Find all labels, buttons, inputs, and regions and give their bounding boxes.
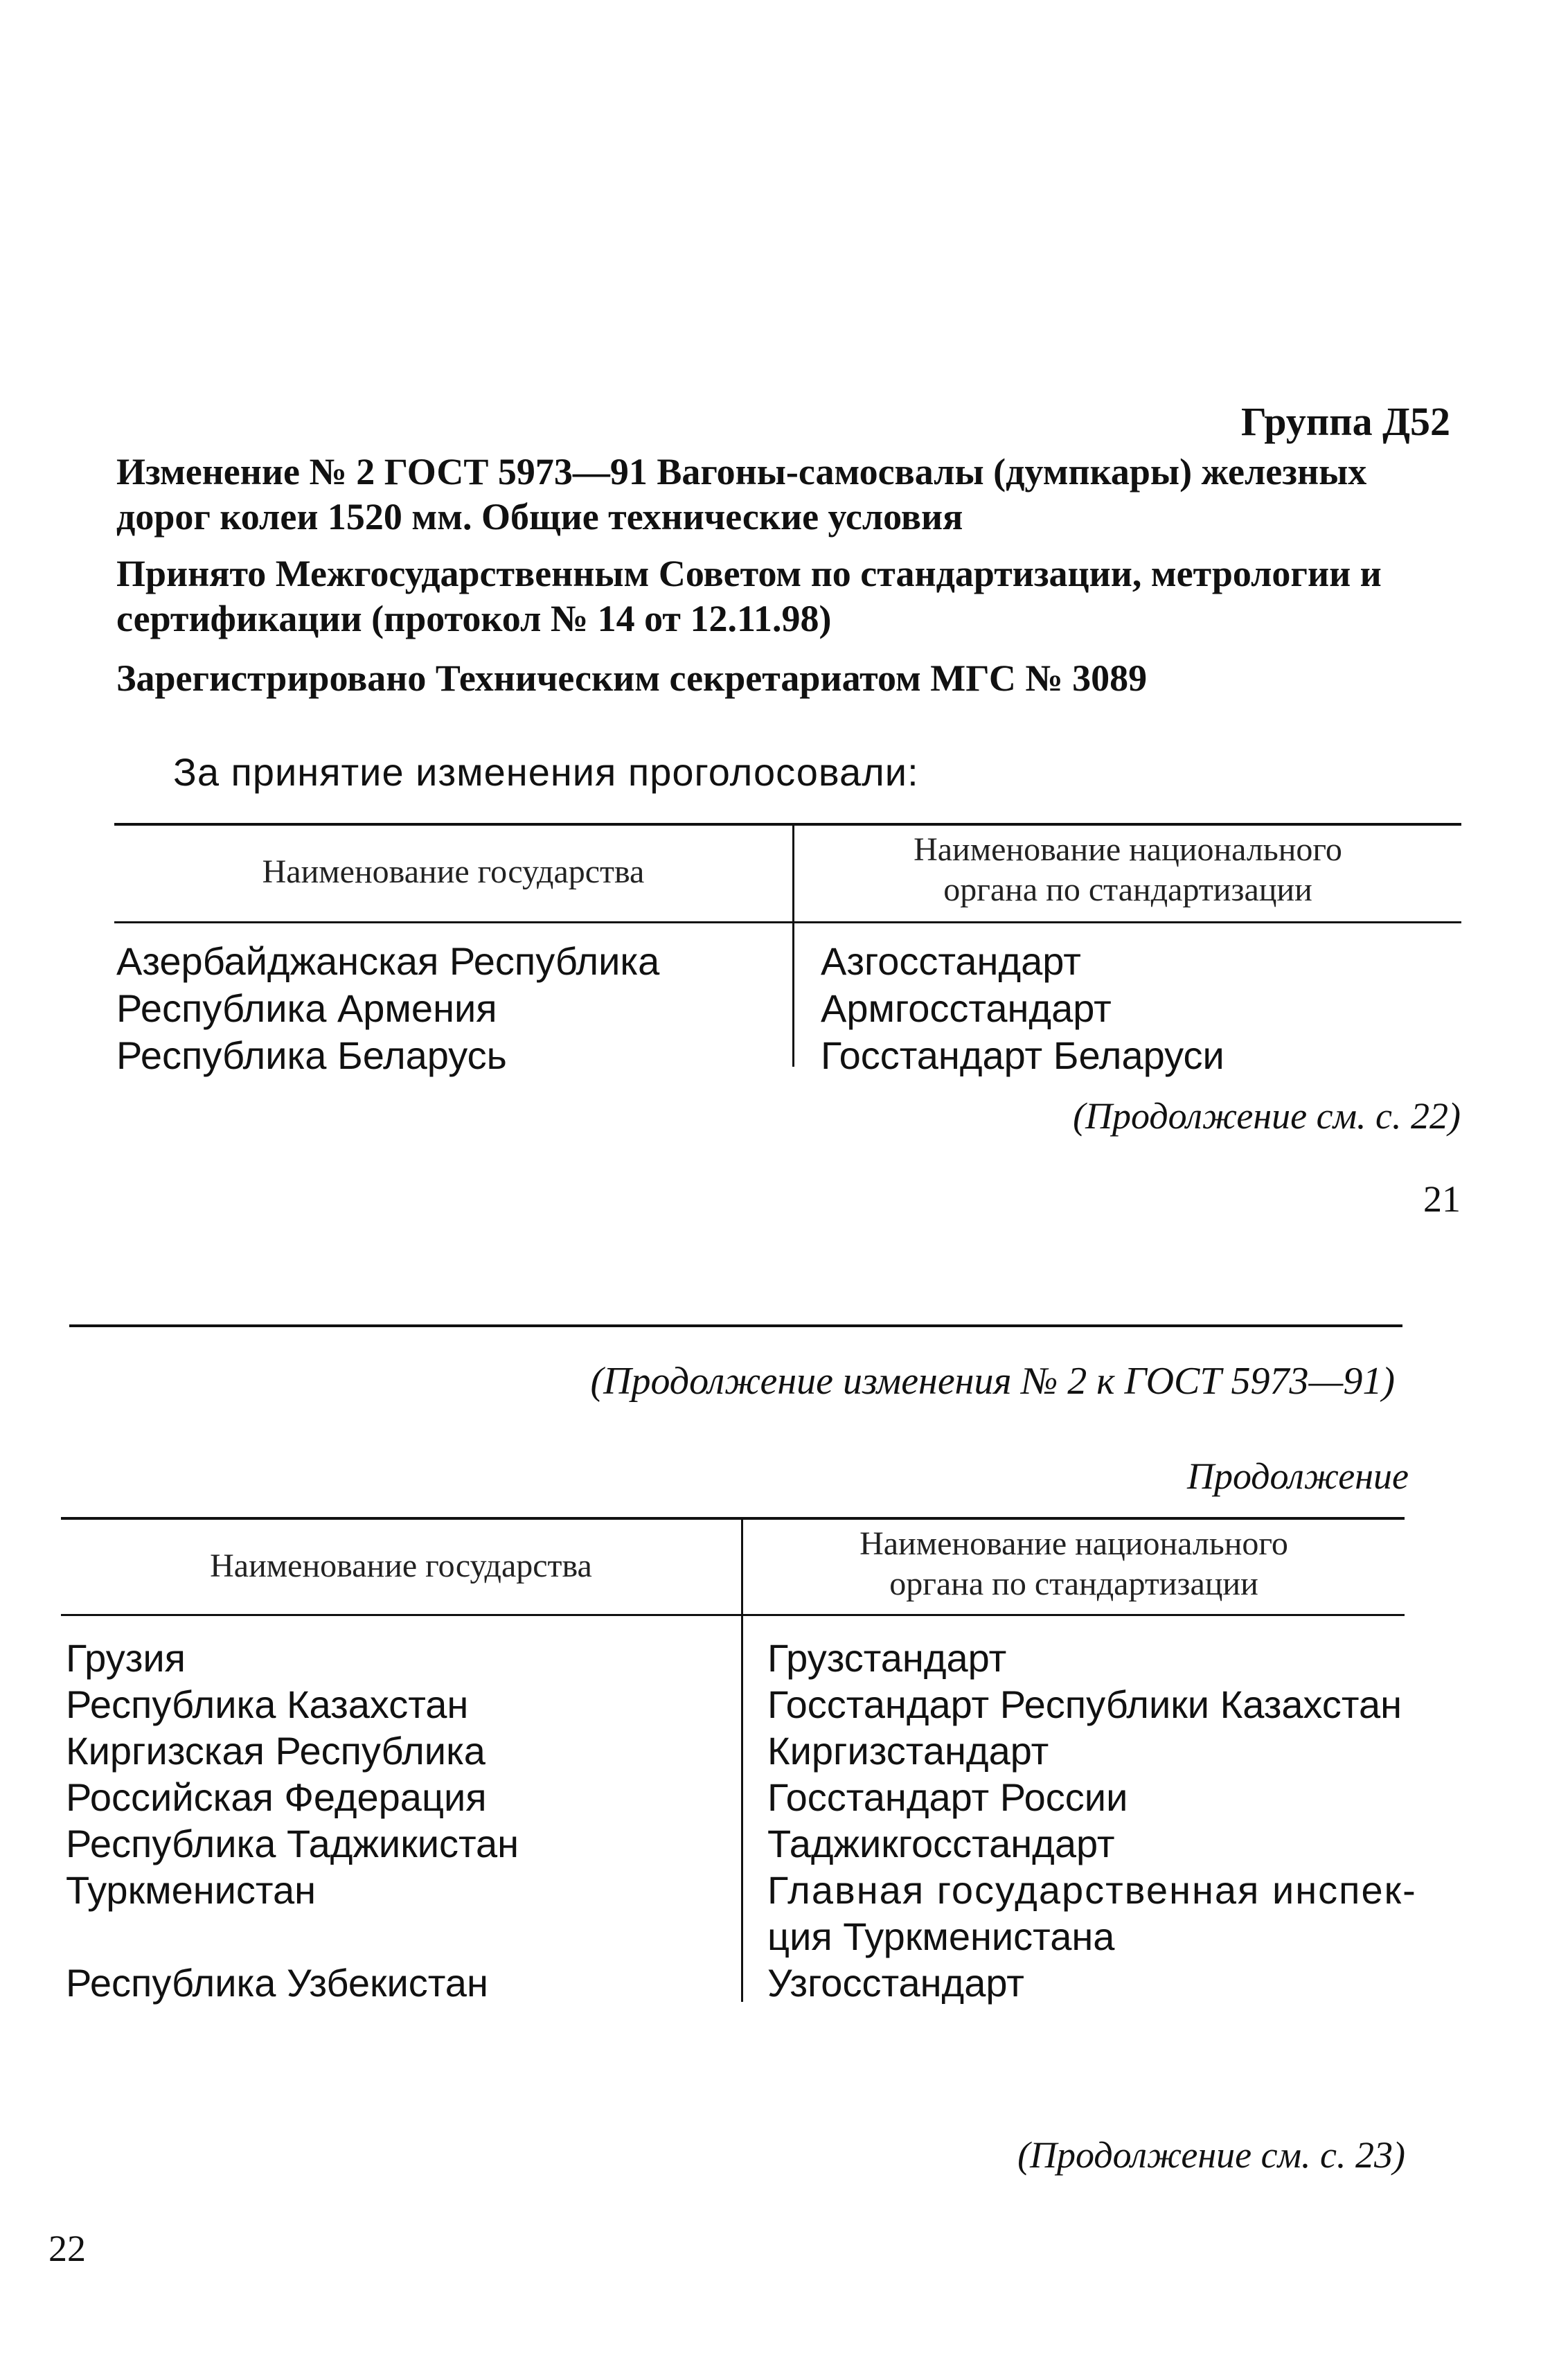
national-body-name: Армгосстандарт	[821, 986, 1112, 1030]
page-number-22: 22	[48, 2228, 86, 2269]
national-body-name: Азгосстандарт	[821, 939, 1081, 983]
header-national-body-line-2: органа по стандартизации	[889, 1565, 1258, 1602]
continued-note-page-21: (Продолжение см. с. 22)	[1073, 1095, 1461, 1137]
header-national-body-line-1: Наименование национального	[914, 831, 1342, 868]
table-header-rule	[114, 921, 1461, 923]
state-name: Туркменистан	[66, 1868, 317, 1912]
state-name: Республика Армения	[116, 986, 497, 1030]
state-name: Республика Таджикистан	[66, 1822, 519, 1865]
state-name: Российская Федерация	[66, 1775, 487, 1819]
national-body-name: Госстандарт Беларуси	[821, 1033, 1224, 1077]
states-column	[66, 1635, 519, 2006]
table-top-rule	[61, 1517, 1405, 1520]
header-national-body	[743, 1524, 1405, 1604]
header-state-name: Наименование государства	[262, 853, 645, 890]
continuation-label: Продолжение	[1186, 1455, 1409, 1497]
adopted-line-1: Принято Межгосударственным Советом по стандартизации, метрологии и	[116, 553, 1382, 594]
table-header-rule	[61, 1614, 1405, 1616]
national-body-name: Таджикгосстандарт	[767, 1822, 1115, 1865]
national-body-name: Грузстандарт	[767, 1636, 1007, 1680]
state-name: Киргизская Республика	[66, 1729, 485, 1773]
page-number-21: 21	[1423, 1178, 1461, 1220]
national-body-name: Госстандарт России	[767, 1775, 1128, 1819]
header-national-body-line-1: Наименование национального	[859, 1525, 1288, 1562]
state-name: Республика Казахстан	[66, 1683, 469, 1726]
continued-note-page-22: (Продолжение см. с. 23)	[1017, 2134, 1405, 2176]
state-name: Республика Узбекистан	[66, 1961, 488, 2005]
amendment-title-line-2: дорог колеи 1520 мм. Общие технические условия	[116, 496, 963, 538]
bodies-column	[821, 938, 1224, 1079]
header-national-body-line-2: органа по стандартизации	[943, 871, 1312, 908]
table-top-rule	[114, 823, 1461, 826]
header-state-name: Наименование государства	[210, 1547, 592, 1584]
group-label: Группа Д52	[1241, 399, 1450, 444]
page-separator	[69, 1324, 1402, 1327]
amendment-title-line-1: Изменение № 2 ГОСТ 5973—91 Вагоны-самосвалы (думпкары) железных	[116, 451, 1367, 493]
national-body-name: Главная государственная инспек-	[767, 1868, 1417, 1912]
header-national-body	[794, 830, 1461, 910]
bodies-column	[767, 1635, 1417, 2006]
states-column	[116, 938, 659, 1079]
state-name: Грузия	[66, 1636, 186, 1680]
state-name: Республика Беларусь	[116, 1033, 507, 1077]
state-name-spacer	[66, 1913, 519, 1960]
running-head: (Продолжение изменения № 2 к ГОСТ 5973—91)	[590, 1360, 1395, 1403]
state-name: Азербайджанская Республика	[116, 939, 660, 983]
national-body-name: Киргизстандарт	[767, 1729, 1049, 1773]
registered-line: Зарегистрировано Техническим секретариатом МГС № 3089	[116, 657, 1148, 699]
voted-intro: За принятие изменения проголосовали:	[173, 750, 919, 794]
national-body-name-continued: ция Туркменистана	[767, 1915, 1115, 1958]
adopted-line-2: сертификации (протокол № 14 от 12.11.98)	[116, 598, 832, 639]
national-body-name: Госстандарт Республики Казахстан	[767, 1683, 1402, 1726]
national-body-name: Узгосстандарт	[767, 1961, 1024, 2005]
